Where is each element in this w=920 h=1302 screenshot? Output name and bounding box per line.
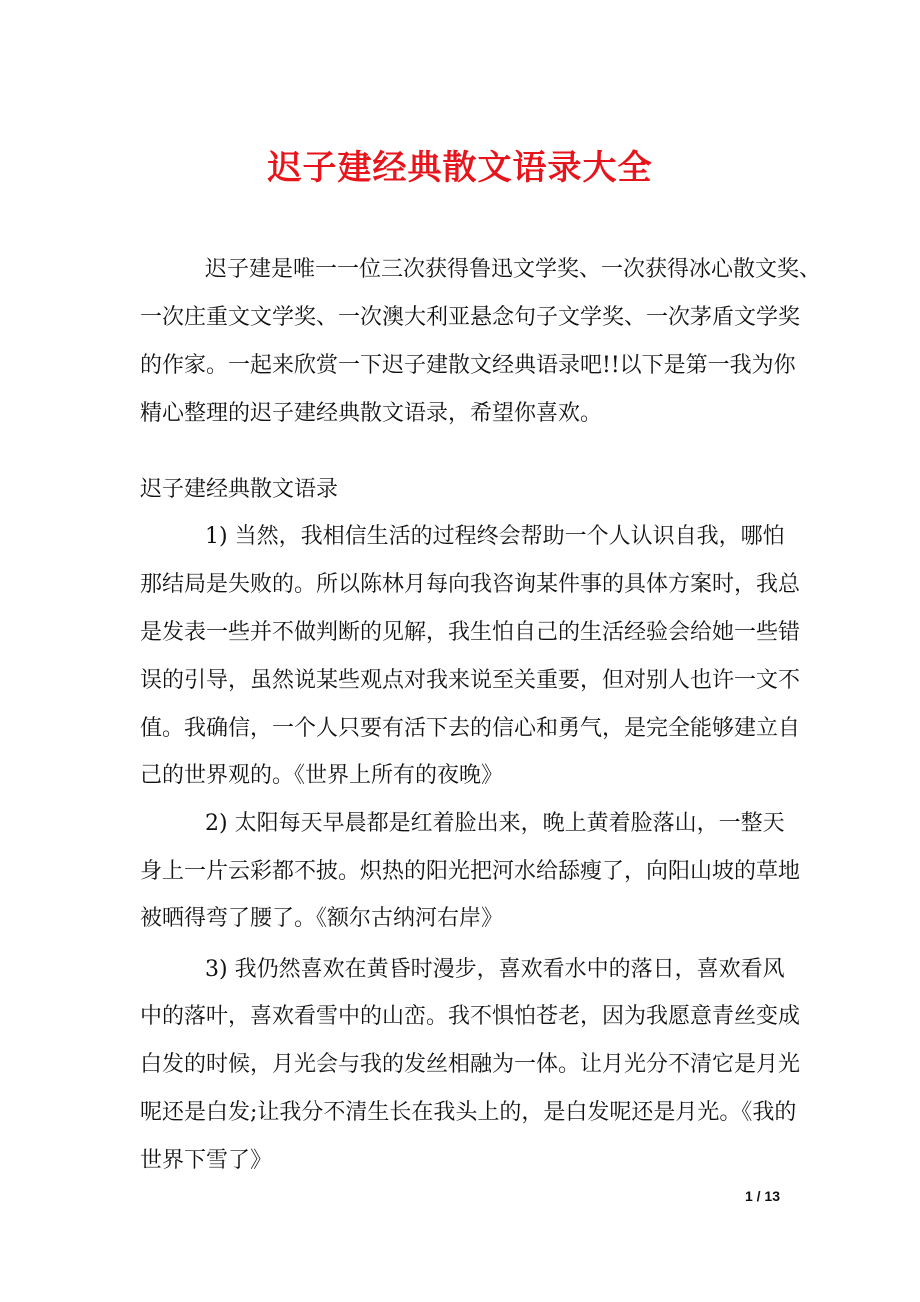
quote-line: 2) 太阳每天早晨都是红着脸出来，晚上黄着脸落山，一整天 [205,811,785,836]
quote-line: 身上一片云彩都不披。炽热的阳光把河水给舔瘦了，向阳山坡的草地 [140,859,801,884]
quote-line: 己的世界观的。《世界上所有的夜晚》 [140,763,504,788]
intro-line: 精心整理的迟子建经典散文语录，希望你喜欢。 [140,401,603,426]
quote-line: 中的落叶，喜欢看雪中的山峦。我不惧怕苍老，因为我愿意青丝变成 [140,1004,801,1029]
quote-line: 呢还是白发;让我分不清生长在我头上的，是白发呢还是月光。《我的 [140,1100,797,1125]
quote-line: 白发的时候，月光会与我的发丝相融为一体。让月光分不清它是月光 [140,1052,801,1077]
intro-line: 迟子建是唯一一位三次获得鲁迅文学奖、一次获得冰心散文奖、 [205,257,822,282]
quote-line: 1) 当然，我相信生活的过程终会帮助一个人认识自我，哪怕 [205,524,785,549]
section-heading: 迟子建经典散文语录 [140,477,339,502]
quote-line: 那结局是失败的。所以陈林月每向我咨询某件事的具体方案时，我总 [140,572,801,597]
quote-line: 3) 我仍然喜欢在黄昏时漫步，喜欢看水中的落日，喜欢看风 [205,957,785,982]
intro-line: 的作家。一起来欣赏一下迟子建散文经典语录吧!!以下是第一我为你 [140,353,796,378]
quote-line: 误的引导，虽然说某些观点对我来说至关重要，但对别人也许一文不 [140,668,801,693]
intro-line: 一次庄重文文学奖、一次澳大利亚悬念句子文学奖、一次茅盾文学奖 [140,305,801,330]
quote-line: 是发表一些并不做判断的见解，我生怕自己的生活经验会给她一些错 [140,620,801,645]
quote-line: 被晒得弯了腰了。《额尔古纳河右岸》 [140,906,504,931]
page-number: 1 / 13 [744,1188,780,1204]
quote-line: 世界下雪了》 [140,1148,273,1173]
quote-line: 值。我确信，一个人只要有活下去的信心和勇气，是完全能够建立自 [140,716,801,741]
document-title: 迟子建经典散文语录大全 [267,148,653,188]
